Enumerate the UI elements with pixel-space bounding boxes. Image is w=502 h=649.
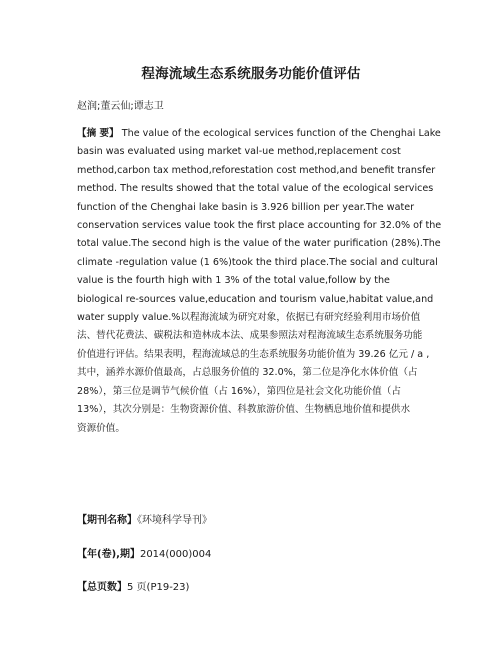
year-volume-issue-value: 2014(000)004 <box>139 549 212 560</box>
abstract-line: water supply value.%以程海流域为研究对象，依据已有研究经验利用市场价值 <box>77 312 421 324</box>
abstract-line: 法、替代花费法、碳税法和造林成本法、成果参照法对程海流域生态系统服务功能 <box>77 330 423 342</box>
abstract-line: basin was evaluated using market val-ue method,replacement cost <box>77 146 401 158</box>
abstract-line: 13%），其次分别是：生物资源价值、科教旅游价值、生物栖息地价值和提供水 <box>77 404 411 416</box>
abstract-line: total value.The second high is the value of the water purification (28%).The <box>77 238 441 250</box>
abstract-line: method. The results showed that the total value of the ecological services <box>77 183 434 195</box>
document-title: 程海流域生态系统服务功能价值评估 <box>141 66 361 82</box>
abstract-line: function of the Chenghai lake basin is 3.926 billion per year.The water <box>77 201 415 213</box>
abstract-label: 【摘 要】 <box>77 128 119 139</box>
year-volume-issue-row <box>77 545 211 560</box>
abstract-line: 资源价值。 <box>77 422 125 434</box>
abstract-block <box>77 125 442 438</box>
abstract-line: conservation services value took the first place accounting for 32.0% of the <box>77 220 442 232</box>
abstract-line: climate -regulation value (1 6%)took the third place.The social and cultural <box>77 256 438 268</box>
abstract-line: biological re-sources value,education and tourism value,habitat value,and <box>77 293 434 305</box>
abstract-line: 价值进行评估。结果表明，程海流域总的生态系统服务功能价值为 39.26 亿元 / a , <box>77 348 430 360</box>
abstract-line: value is the fourth high with 1 3% of the total value,follow by the <box>77 275 390 287</box>
journal-name-row <box>77 511 212 526</box>
page-count-value: 5 页(P19-23) <box>127 582 190 593</box>
abstract-line: method,carbon tax method,reforestation cost method,and benefit transfer <box>77 164 436 176</box>
abstract-line: 其中，涵养水源价值最高，占总服务价值的 32.0%，第二位是净化水体价值（占 <box>77 367 418 379</box>
page-count-label: 【总页数】 <box>77 582 127 593</box>
author-list: 赵润;董云仙;谭志卫 <box>77 101 164 112</box>
abstract-line: 28%），第三位是调节气候价值（占 16%），第四位是社会文化功能价值（占 <box>77 385 401 397</box>
year-volume-issue-label: 【年(卷),期】 <box>77 549 140 560</box>
abstract-line <box>77 125 441 143</box>
abstract-text: The value of the ecological services function of the Chenghai Lake <box>121 128 441 139</box>
journal-name-value: 《环境科学导刊》 <box>137 515 212 526</box>
page-count-row <box>77 578 189 593</box>
journal-name-label: 【期刊名称】 <box>77 515 137 526</box>
